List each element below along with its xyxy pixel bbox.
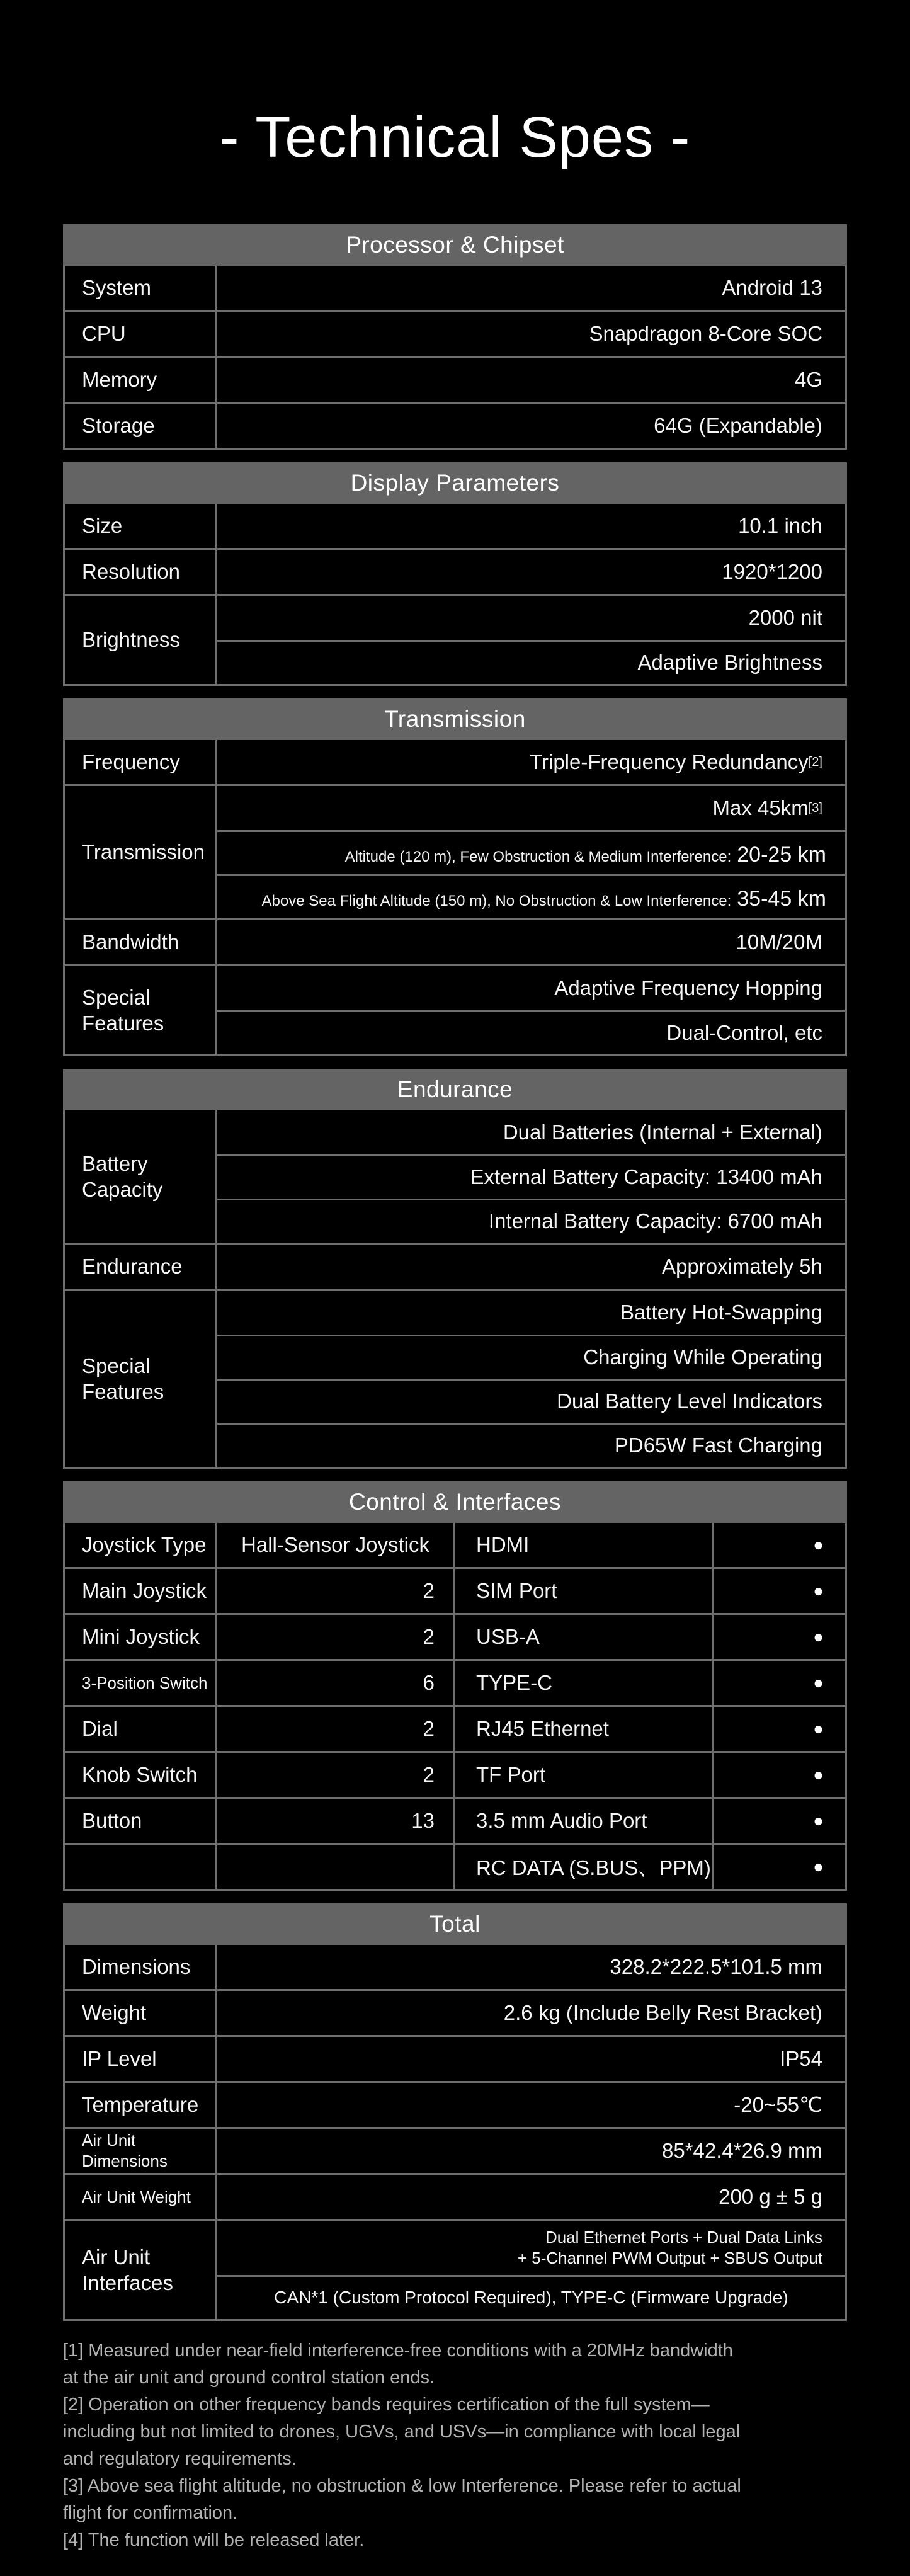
row-label: Air Unit Weight [65,2175,217,2219]
port-name: TF Port [455,1753,714,1797]
sub-row-value: Battery Hot-Swapping [620,1300,822,1324]
footnote-line: flight for confirmation. [63,2502,238,2523]
row-label: Dimensions [65,1945,217,1989]
footnote-line: [2] Operation on other frequency bands requires certification of the full system— [63,2394,710,2415]
sub-rows [217,966,845,1054]
bullet-icon: ● [813,1810,824,1830]
table-row [65,356,845,402]
control-label: Knob Switch [65,1753,217,1797]
row-label: Air Unit Interfaces [65,2221,217,2319]
control-count [217,1845,455,1889]
row-value: 10M/20M [736,930,822,954]
row-label: Weight [65,1991,217,2035]
table-row [65,2081,845,2127]
control-label: 3-Position Switch [65,1661,217,1705]
bullet-icon: ● [813,1580,824,1600]
section-header-transmission: Transmission [63,698,847,740]
control-count: 2 [217,1569,455,1613]
row-value: Triple-Frequency Redundancy [2] [530,749,822,773]
table-row [65,1523,845,1567]
table-row [65,1567,845,1613]
row-label: CPU [65,312,217,356]
sub-row-value: CAN*1 (Custom Protocol Required), TYPE-C (Firmware Upgrade) [217,2275,845,2319]
control-count: 2 [217,1707,455,1751]
sub-row-value: Dual Battery Level Indicators [217,1379,845,1423]
processor-table [63,266,847,450]
transmission-table [63,740,847,1056]
port-availability [714,1523,845,1567]
row-label: Special Features [65,966,217,1054]
section-control-interfaces [63,1481,847,1891]
table-row [65,740,845,784]
control-count: Hall-Sensor Joystick [217,1523,455,1567]
sub-row-value [217,2221,845,2275]
table-row [65,918,845,964]
row-value: -20~55℃ [734,2093,822,2117]
table-row [65,310,845,356]
sub-row-value: Max 45km [3] [712,795,822,819]
sub-rows [217,2221,845,2319]
section-header-endurance: Endurance [63,1069,847,1110]
sub-rows [217,596,845,684]
row-label: Temperature [65,2083,217,2127]
row-label: Size [65,504,217,548]
table-row [65,2127,845,2173]
interface-line: + 5-Channel PWM Output + SBUS Output [517,2248,822,2267]
control-label [65,1845,217,1889]
row-label: Transmission [65,786,217,918]
table-row [65,1797,845,1843]
table-row [65,2173,845,2219]
table-row [65,1705,845,1751]
port-name: 3.5 mm Audio Port [455,1799,714,1843]
row-label: Storage [65,404,217,448]
table-row [65,1243,845,1289]
table-row-special-features [65,1289,845,1467]
sub-row-value: Dual-Control, etc [217,1010,845,1054]
row-value: 328.2*222.5*101.5 mm [610,1954,822,1978]
table-row [65,1659,845,1705]
footnote-line: [1] Measured under near-field interference-free conditions with a 20MHz bandwidth [63,2340,733,2361]
port-name: TYPE-C [455,1661,714,1705]
row-value: Snapdragon 8-Core SOC [589,321,822,345]
section-endurance [63,1069,847,1469]
control-label: Main Joystick [65,1569,217,1613]
table-row [65,548,845,594]
row-label: Memory [65,358,217,402]
sub-row-value: Dual Batteries (Internal + External) [503,1120,822,1144]
row-value: IP54 [780,2046,822,2070]
row-value: Android 13 [722,275,822,299]
table-row [65,1989,845,2035]
port-availability [714,1707,845,1751]
row-label: System [65,266,217,310]
section-processor-chipset [63,224,847,450]
footnote-line: at the air unit and ground control station ends. [63,2367,435,2388]
row-value: 85*42.4*26.9 mm [662,2138,822,2162]
range-condition: Above Sea Flight Altitude (150 m), No Obstruction & Low Interference: [261,892,732,909]
control-label: Joystick Type [65,1523,217,1567]
bullet-icon: ● [813,1764,824,1784]
row-value: 64G (Expandable) [654,413,822,437]
section-transmission [63,698,847,1056]
range-distance: 20-25 km [737,842,826,867]
port-name: SIM Port [455,1569,714,1613]
sub-row-value: Adaptive Frequency Hopping [554,976,822,1000]
page-title: - Technical Spes - [219,105,691,169]
port-availability [714,1661,845,1705]
table-row-brightness [65,594,845,684]
row-value: 10.1 inch [738,513,822,537]
row-label: Resolution [65,550,217,594]
port-name: RC DATA (S.BUS、PPM) [455,1845,714,1889]
control-label: Mini Joystick [65,1615,217,1659]
control-table [63,1523,847,1891]
port-availability [714,1615,845,1659]
table-row [65,1751,845,1797]
table-row [65,402,845,448]
control-count: 2 [217,1615,455,1659]
table-row [65,266,845,310]
footnote-line: and regulatory requirements. [63,2448,297,2469]
bullet-icon: ● [813,1718,824,1738]
total-table [63,1945,847,2321]
sub-row-value: Adaptive Brightness [217,640,845,684]
sub-row-value [217,874,845,918]
table-row [65,2035,845,2081]
row-label: Air Unit Dimensions [65,2129,217,2173]
control-label: Button [65,1799,217,1843]
frequency-value: Triple-Frequency Redundancy [530,749,809,773]
table-row [65,1843,845,1889]
row-label: Special Features [65,1291,217,1467]
table-row [65,504,845,548]
section-header-control: Control & Interfaces [63,1481,847,1523]
bullet-icon: ● [813,1534,824,1554]
table-row [65,1945,845,1989]
sub-row-value [217,830,845,874]
control-count: 13 [217,1799,455,1843]
row-label: Frequency [65,740,217,784]
row-value: 2.6 kg (Include Belly Rest Bracket) [503,2000,822,2024]
table-row-battery-capacity [65,1110,845,1243]
sub-row-value: PD65W Fast Charging [217,1423,845,1467]
bullet-icon: ● [813,1672,824,1692]
sub-rows [217,786,845,918]
row-value: 4G [794,367,822,391]
port-name: RJ45 Ethernet [455,1707,714,1751]
row-label: Brightness [65,596,217,684]
range-distance: 35-45 km [737,886,826,911]
footnotes [63,2337,847,2554]
row-value: Approximately 5h [662,1254,822,1278]
port-name: USB-A [455,1615,714,1659]
sub-rows [217,1291,845,1467]
footnote-line: including but not limited to drones, UGVs, and USVs—in compliance with local legal [63,2421,741,2442]
sub-row-value: Charging While Operating [217,1335,845,1379]
sub-row-value: External Battery Capacity: 13400 mAh [217,1154,845,1199]
row-value: 200 g ± 5 g [719,2184,822,2208]
section-header-total: Total [63,1903,847,1945]
port-availability [714,1569,845,1613]
table-row-air-unit-interfaces [65,2219,845,2319]
section-display-parameters [63,462,847,686]
sub-rows [217,1110,845,1243]
control-label: Dial [65,1707,217,1751]
bullet-icon: ● [813,1856,824,1876]
section-total [63,1903,847,2321]
section-header-display: Display Parameters [63,462,847,504]
table-row [65,1613,845,1659]
section-header-processor: Processor & Chipset [63,224,847,266]
port-availability [714,1845,845,1889]
interface-list [518,2227,822,2269]
interface-line: Dual Ethernet Ports + Dual Data Links [545,2227,822,2247]
range-condition: Altitude (120 m), Few Obstruction & Medium Interference: [344,848,732,865]
sub-row-value: Internal Battery Capacity: 6700 mAh [217,1199,845,1243]
row-label: IP Level [65,2037,217,2081]
row-label: Bandwidth [65,920,217,964]
bullet-icon: ● [813,1626,824,1646]
footnote-line: [4] The function will be released later. [63,2529,365,2550]
content-wrap [0,224,910,2554]
control-count: 6 [217,1661,455,1705]
port-name: HDMI [455,1523,714,1567]
row-value: 1920*1200 [722,559,822,583]
sub-row-value: 2000 nit [748,605,822,629]
table-row-special-features [65,964,845,1054]
row-label: Battery Capacity [65,1110,217,1243]
endurance-table [63,1110,847,1469]
port-availability [714,1753,845,1797]
table-row-transmission-range [65,784,845,918]
port-availability [714,1799,845,1843]
display-table [63,504,847,686]
max-range-value: Max 45km [712,795,809,819]
footnote-line: [3] Above sea flight altitude, no obstruction & low Interference. Please refer to actual [63,2475,741,2496]
control-count: 2 [217,1753,455,1797]
row-label: Endurance [65,1245,217,1289]
